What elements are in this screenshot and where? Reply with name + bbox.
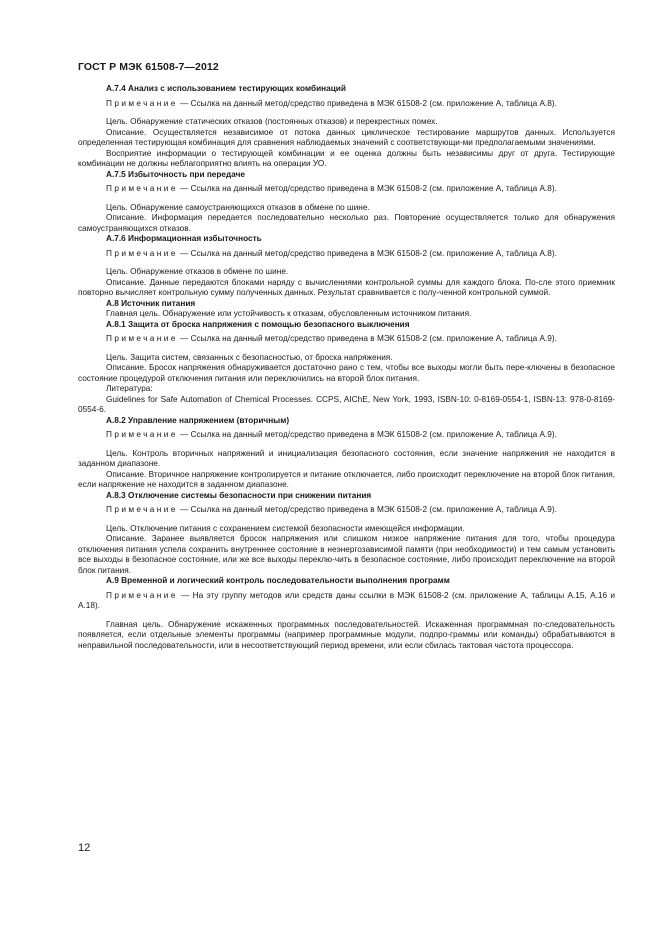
body-paragraph: Описание. Заранее выявляется бросок напряжения или слишком низкое напряжение питания для того, чтобы процедура отключения питания успела сохранить внутреннее состояние в неэнергозависимой памяти (при необходимости) и тем самым установить все выходы в безопасное состояние, или же все выходы переклю-чить в безопасное состояние, либо происходит переключение на второй блок питания. — [78, 534, 615, 575]
body-paragraph: Цель. Обнаружение статических отказов (постоянных отказов) и перекрестных помех. — [106, 117, 438, 126]
note-text: — Ссылка на данный метод/средство приведена в МЭК 61508-2 (см. приложение А, таблица А.8). — [177, 248, 557, 258]
section-heading: А.7.4 Анализ с использованием тестирующих комбинаций — [106, 84, 346, 93]
section-heading: А.8 Источник питания — [106, 298, 196, 308]
note-text: — Ссылка на данный метод/средство приведена в МЭК 61508-2 (см. приложение А, таблица А.8). — [177, 184, 557, 193]
section-heading: А.8.1 Защита от броска напряжения с помощью безопасного выключения — [106, 319, 410, 329]
body-paragraph: Цель. Контроль вторичных напряжений и инициализация безопасного состояния, если значение напряжения не находится в заданном диапазоне. — [78, 448, 615, 468]
note-text: — Ссылка на данный метод/средство приведена в МЭК 61508-2 (см. приложение А, таблица А.9). — [177, 505, 557, 514]
section-heading: А.9 Временной и логический контроль последовательности выполнения программ — [106, 576, 450, 585]
section-heading: А.7.5 Избыточность при передаче — [106, 169, 246, 179]
note-label: Примечание — [106, 98, 178, 108]
body-paragraph: Восприятие информации о тестирующей комбинации и ее оценка должны быть независимы друг от друга. Тестирующие комбинации не должны неблагоприятно влиять на операции УО. — [78, 148, 615, 168]
note-paragraph — [78, 591, 615, 612]
body-paragraph: Литература: — [106, 384, 153, 393]
body-paragraph: Описание. Данные передаются блоками наряду с вычислениями контрольной суммы для каждого блока. По-сле этого приемник повторно вычисляет контрольную сумму полученных данных. Результат сравнивается с полу-ченной контрольной суммой. — [78, 277, 615, 297]
document-header: ГОСТ Р МЭК 61508-7—2012 — [78, 61, 219, 73]
section-heading: А.8.3 Отключение системы безопасности при снижении питания — [106, 490, 372, 500]
body-paragraph: Главная цель. Обнаружение или устойчивость к отказам, обусловленным источником питания. — [106, 309, 472, 318]
page-number: 12 — [78, 842, 91, 854]
note-paragraph — [78, 430, 615, 441]
section-heading: А.8.2 Управление напряжением (вторичным) — [106, 415, 290, 425]
document-body — [78, 84, 615, 651]
body-paragraph: Цель. Защита систем, связанных с безопасностью, от броска напряжения. — [106, 352, 393, 362]
body-paragraph: Описание. Бросок напряжения обнаруживается достаточно рано с тем, чтобы все выходы могли быть пере-ключены в безопасное состояние процедурой отключения питания или переключились на второй блок питания. — [78, 363, 615, 383]
note-label: Примечание — [106, 334, 178, 343]
body-paragraph: Описание. Осуществляется независимое от потока данных циклическое тестирование маршрутов данных. Используется определенная тестирующая комбинация для сравнения наблюдаемых значений с соответствующи-ми предполагаемыми значениями. — [78, 127, 615, 147]
note-text: — Ссылка на данный метод/средство приведена в МЭК 61508-2 (см. приложение А, таблица А.9). — [177, 430, 557, 439]
body-paragraph: Описание. Вторичное напряжение контролируется и питание отключается, либо происходит переключение на второй блок питания, если напряжение не находится в заданном диапазоне. — [78, 469, 615, 489]
body-paragraph: Описание. Информация передается последовательно несколько раз. Повторение осуществляется только для обнаружения самоустраняющихся отказов. — [78, 213, 615, 233]
body-paragraph: Цель. Обнаружение самоустраняющихся отказов в обмене по шине. — [106, 202, 370, 212]
note-label: Примечание — [106, 430, 178, 439]
note-text: — Ссылка на данный метод/средство приведена в МЭК 61508-2 (см. приложение А, таблица А.8). — [177, 98, 557, 108]
section-heading: А.7.6 Информационная избыточность — [106, 234, 262, 243]
note-label: Примечание — [106, 184, 178, 193]
body-paragraph: Главная цель. Обнаружение искаженных программных последовательностей. Искаженная программная по-следовательность появляется, если отдельные элементы программы (например программные модули, подпро-граммы или команды) обрабатываются в неправильной последовательности, или в несоответствующий период времени, или если сбилась тактовая частота процессора. — [78, 619, 615, 650]
note-paragraph — [78, 505, 615, 516]
note-paragraph — [78, 249, 615, 260]
note-text: — На эту группу методов или средств даны ссылки в МЭК 61508-2 (см. приложение А, таблицы А.15, А.16 и А.18). — [78, 590, 615, 610]
note-paragraph — [78, 334, 615, 345]
note-label: Примечание — [106, 505, 178, 514]
body-paragraph: Цель. Отключение питания с сохранением системой безопасности имеющейся информации. — [106, 523, 465, 533]
note-label: Примечание — [106, 248, 178, 258]
note-label: Примечание — [106, 590, 178, 600]
body-paragraph: Цель. Обнаружение отказов в обмене по шине. — [106, 267, 289, 276]
note-paragraph — [78, 184, 615, 195]
note-paragraph — [78, 99, 615, 110]
body-paragraph: Guidelines for Safe Automation of Chemical Processes. CCPS, AIChE, New York, 1993, ISBN-10: 0-8169-0554-1, ISBN-13: 978-0-8169-0554-6. — [78, 394, 615, 414]
note-text: — Ссылка на данный метод/средство приведена в МЭК 61508-2 (см. приложение А, таблица А.9). — [177, 334, 557, 343]
